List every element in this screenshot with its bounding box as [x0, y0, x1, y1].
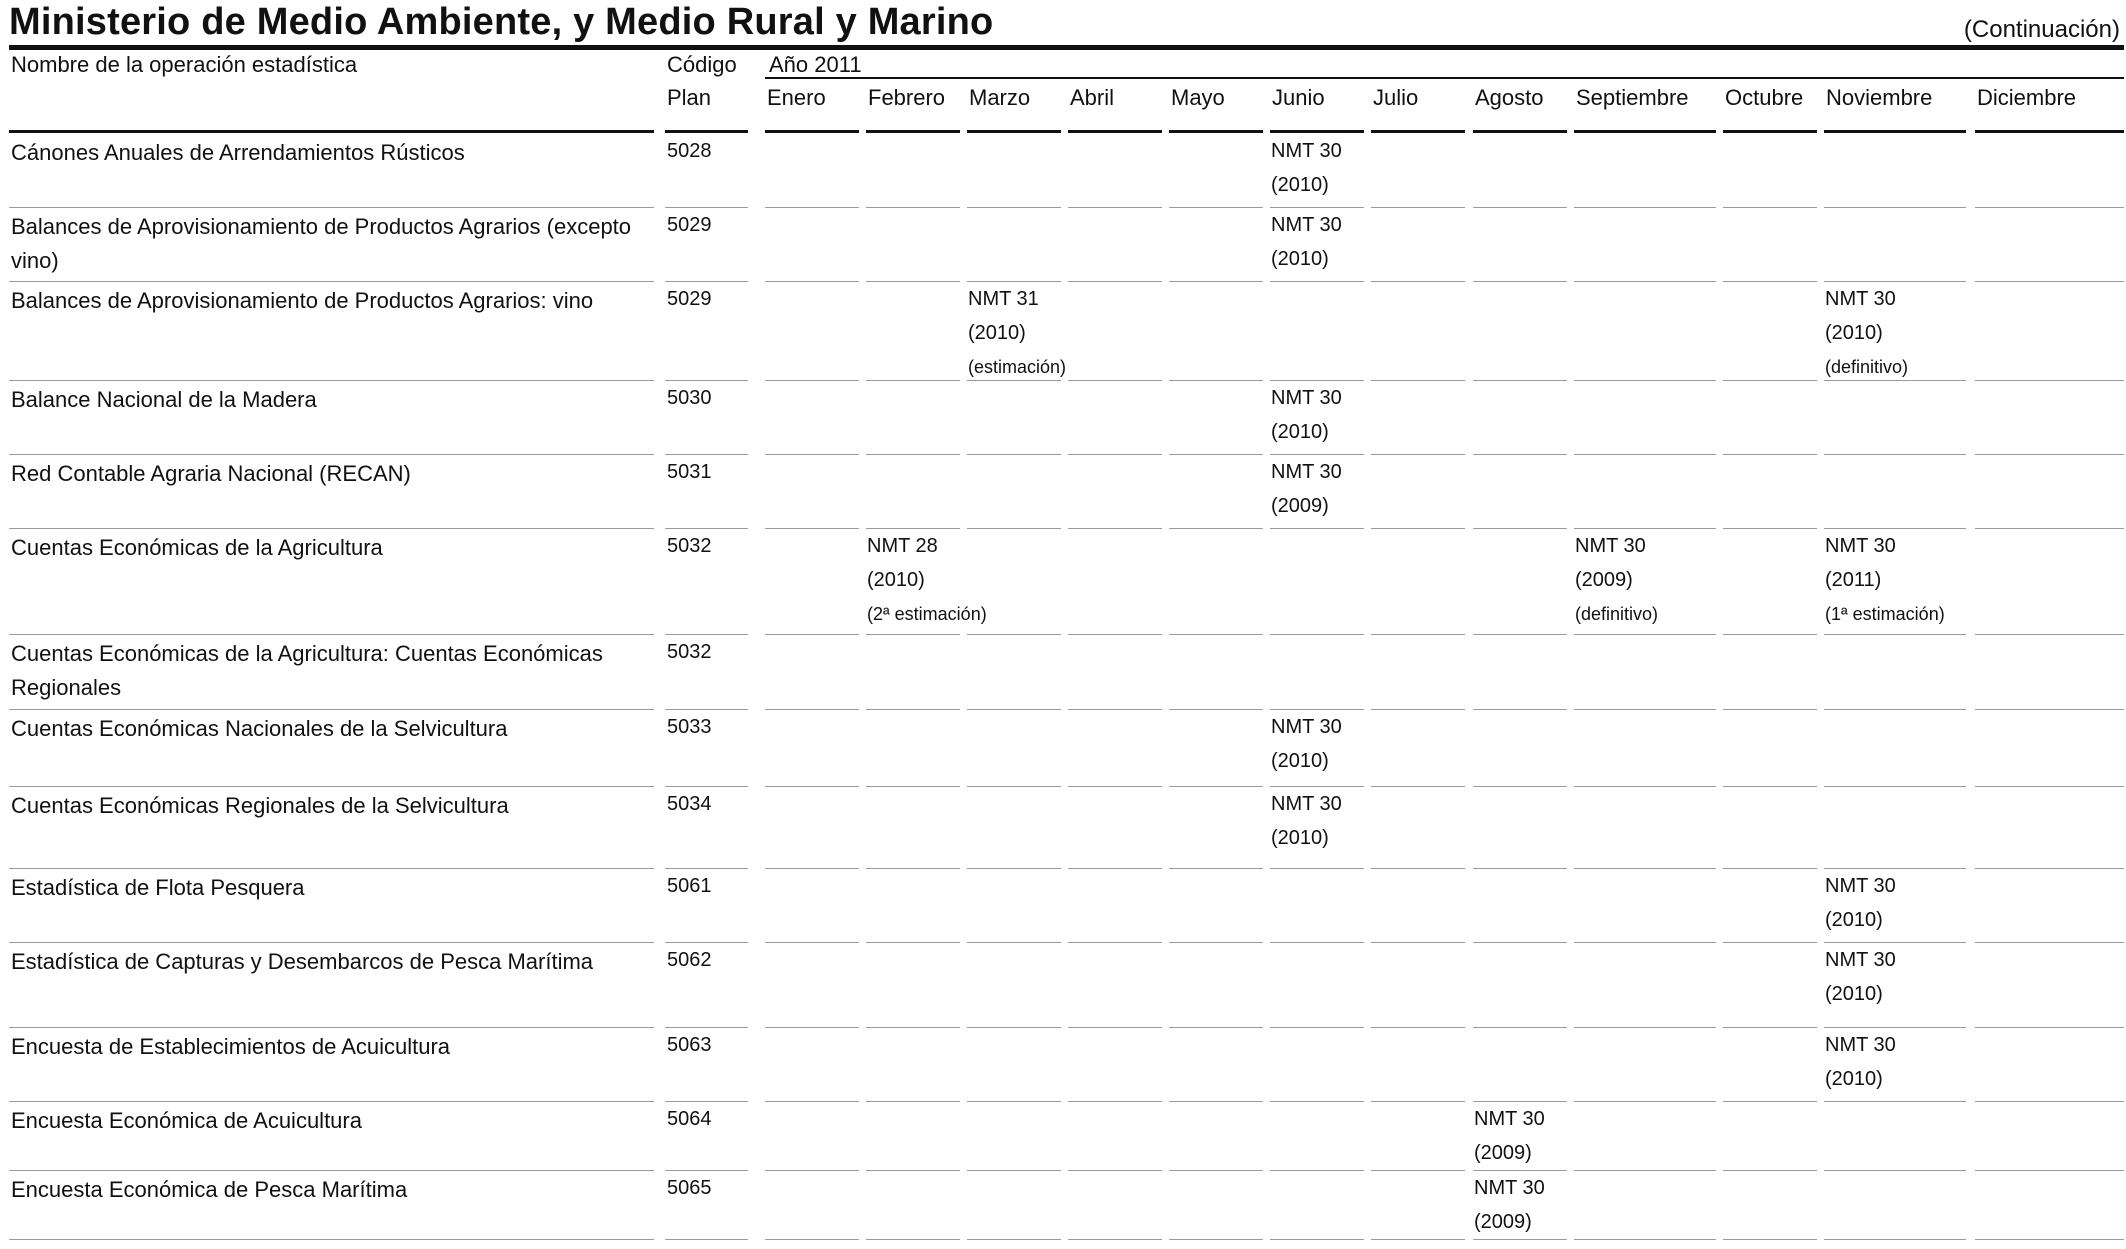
release-code: NMT 30	[1271, 140, 1342, 162]
header-rule-name	[9, 130, 654, 133]
table-row	[9, 208, 2124, 282]
operation-name: Encuesta Económica de Pesca Marítima	[11, 1177, 408, 1202]
plan-code: 5065	[667, 1177, 712, 1199]
operation-name: Cánones Anuales de Arrendamientos Rústicos	[11, 140, 465, 165]
month-header-rule	[1723, 130, 1817, 133]
table-row	[9, 787, 2124, 869]
release-note: (definitivo)	[1575, 604, 1659, 624]
operation-name: Balances de Aprovisionamiento de Productos Agrarios: vino	[11, 288, 594, 313]
table-row	[9, 710, 2124, 787]
month-header-rule	[1975, 130, 2124, 133]
month-header-rule	[1371, 130, 1465, 133]
month-header: Junio	[1272, 85, 1325, 110]
column-header-code: Código	[667, 52, 737, 77]
row-separator	[9, 1239, 2124, 1240]
release-code: NMT 30	[1271, 387, 1342, 409]
plan-code: 5064	[667, 1108, 712, 1130]
table-row	[9, 455, 2124, 529]
month-header: Julio	[1373, 85, 1419, 110]
year-rule	[765, 77, 2124, 79]
reference-year: (2010)	[1271, 174, 1329, 196]
column-header-year: Año 2011	[769, 52, 862, 77]
release-code: NMT 30	[1575, 535, 1646, 557]
title-row	[9, 0, 2124, 46]
release-entry	[1825, 529, 1945, 631]
release-entry	[1271, 208, 1342, 276]
month-header: Febrero	[868, 85, 946, 110]
table-row	[9, 1102, 2124, 1171]
release-code: NMT 31	[968, 288, 1039, 310]
plan-code: 5028	[667, 140, 712, 162]
operation-name: Cuentas Económicas Regionales de la Selvicultura	[11, 793, 509, 818]
release-entry	[1474, 1171, 1545, 1239]
column-header-code-plan: Plan	[667, 85, 712, 110]
release-entry	[1474, 1102, 1545, 1170]
reference-year: (2010)	[1271, 827, 1329, 849]
release-entry	[1271, 381, 1342, 449]
reference-year: (2010)	[867, 569, 925, 591]
release-code: NMT 30	[1825, 949, 1896, 971]
release-code: NMT 30	[1271, 793, 1342, 815]
table-row	[9, 381, 2124, 455]
release-code: NMT 30	[1825, 288, 1896, 310]
plan-code: 5033	[667, 716, 712, 738]
reference-year: (2009)	[1474, 1211, 1532, 1233]
operation-name: Cuentas Económicas Nacionales de la Selvicultura	[11, 716, 508, 741]
table-row	[9, 869, 2124, 943]
operation-name: Cuentas Económicas de la Agricultura	[11, 535, 383, 560]
month-header: Noviembre	[1826, 85, 1933, 110]
release-entry	[867, 529, 987, 631]
plan-code: 5034	[667, 793, 712, 815]
release-entry	[1825, 943, 1896, 1011]
reference-year: (2011)	[1825, 569, 1882, 591]
reference-year: (2010)	[1271, 248, 1329, 270]
month-header: Abril	[1070, 85, 1115, 110]
table-row	[9, 1171, 2124, 1240]
month-header: Octubre	[1725, 85, 1804, 110]
release-code: NMT 30	[1271, 461, 1342, 483]
release-code: NMT 30	[1825, 1034, 1896, 1056]
table-row	[9, 282, 2124, 381]
release-entry	[1825, 869, 1896, 937]
release-note: (1ª estimación)	[1825, 604, 1945, 624]
operation-name: Balance Nacional de la Madera	[11, 387, 317, 412]
table-header	[9, 50, 2124, 134]
operation-name: Estadística de Capturas y Desembarcos de Pesca Marítima	[11, 949, 594, 974]
release-note: (2ª estimación)	[867, 604, 987, 624]
operation-name: Red Contable Agraria Nacional (RECAN)	[11, 461, 411, 486]
release-entry	[1825, 1028, 1896, 1096]
header-rule-code	[665, 130, 748, 133]
month-header-rule	[866, 130, 960, 133]
page-title: Ministerio de Medio Ambiente, y Medio Rural y Marino	[9, 1, 994, 43]
month-header: Agosto	[1475, 85, 1544, 110]
release-code: NMT 28	[867, 535, 938, 557]
plan-code: 5029	[667, 214, 712, 236]
release-code: NMT 30	[1271, 214, 1342, 236]
plan-code: 5032	[667, 641, 712, 663]
release-entry	[1271, 787, 1342, 855]
operation-name: Balances de Aprovisionamiento de Productos Agrarios (excepto vino)	[11, 214, 632, 273]
release-code: NMT 30	[1474, 1177, 1545, 1199]
reference-year: (2010)	[1825, 322, 1883, 344]
month-header-rule	[1574, 130, 1716, 133]
month-header: Enero	[767, 85, 826, 110]
month-header: Marzo	[969, 85, 1031, 110]
table-row	[9, 134, 2124, 208]
release-entry	[1271, 455, 1342, 523]
release-note: (definitivo)	[1825, 357, 1909, 377]
reference-year: (2009)	[1271, 495, 1329, 517]
table-row	[9, 943, 2124, 1028]
reference-year: (2010)	[1271, 421, 1329, 443]
month-header: Septiembre	[1576, 85, 1689, 110]
release-entry	[1271, 134, 1342, 202]
operation-name: Cuentas Económicas de la Agricultura: Cuentas Económicas Regionales	[11, 641, 603, 700]
plan-code: 5062	[667, 949, 712, 971]
plan-code: 5061	[667, 875, 712, 897]
table-row	[9, 529, 2124, 635]
table-row	[9, 1028, 2124, 1102]
month-header-rule	[1270, 130, 1364, 133]
month-header-rule	[1824, 130, 1966, 133]
month-header-rule	[1473, 130, 1567, 133]
month-header-rule	[967, 130, 1061, 133]
operation-name: Encuesta de Establecimientos de Acuicultura	[11, 1034, 451, 1059]
release-code: NMT 30	[1825, 875, 1896, 897]
table-body	[9, 134, 2124, 1240]
table-row	[9, 635, 2124, 710]
release-code: NMT 30	[1271, 716, 1342, 738]
plan-code: 5030	[667, 387, 712, 409]
continuation-label: (Continuación)	[1963, 16, 2120, 43]
release-entry	[968, 282, 1066, 384]
document-page	[9, 0, 2124, 1233]
month-header-rule	[1169, 130, 1263, 133]
plan-code: 5032	[667, 535, 712, 557]
operation-name: Encuesta Económica de Acuicultura	[11, 1108, 362, 1133]
month-header-rule	[1068, 130, 1162, 133]
release-entry	[1575, 529, 1658, 631]
reference-year: (2010)	[1271, 750, 1329, 772]
release-code: NMT 30	[1825, 535, 1896, 557]
reference-year: (2010)	[1825, 983, 1883, 1005]
release-entry	[1271, 710, 1342, 778]
reference-year: (2010)	[1825, 909, 1883, 931]
plan-code: 5031	[667, 461, 712, 483]
month-header-rule	[765, 130, 859, 133]
release-note: (estimación)	[968, 357, 1067, 377]
reference-year: (2010)	[968, 322, 1026, 344]
release-code: NMT 30	[1474, 1108, 1545, 1130]
month-header: Mayo	[1171, 85, 1225, 110]
plan-code: 5063	[667, 1034, 712, 1056]
reference-year: (2010)	[1825, 1068, 1883, 1090]
release-entry	[1825, 282, 1908, 384]
reference-year: (2009)	[1474, 1142, 1532, 1164]
month-header: Diciembre	[1977, 85, 2077, 110]
reference-year: (2009)	[1575, 569, 1633, 591]
column-header-name: Nombre de la operación estadística	[11, 52, 358, 77]
plan-code: 5029	[667, 288, 712, 310]
operation-name: Estadística de Flota Pesquera	[11, 875, 305, 900]
